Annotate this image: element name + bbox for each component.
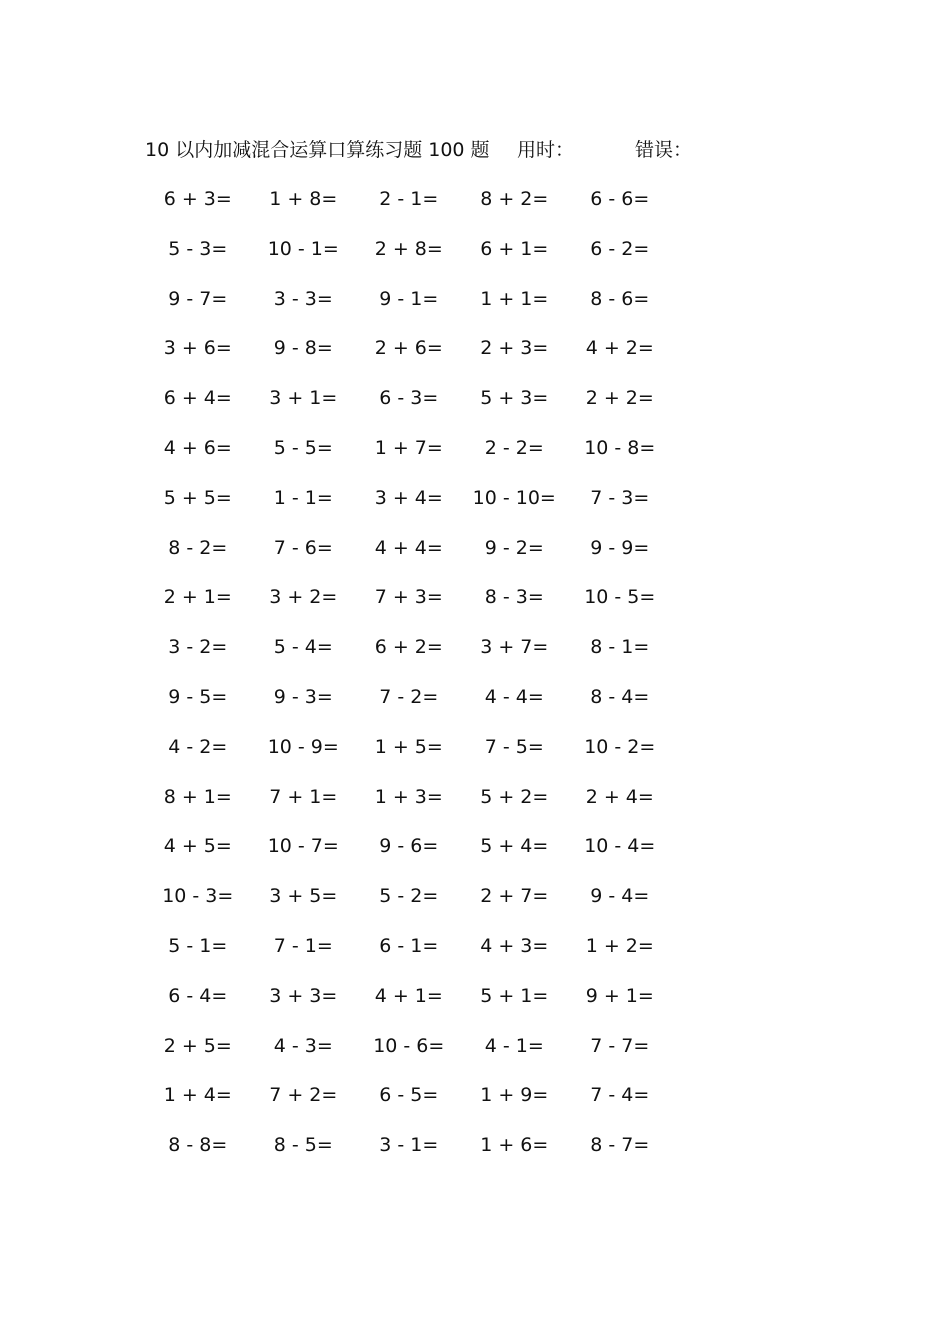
math-problem: 4 - 3= bbox=[273, 1034, 333, 1057]
math-problem: 1 + 6= bbox=[480, 1134, 549, 1157]
math-problem: 3 + 4= bbox=[374, 486, 443, 509]
math-problem: 2 + 3= bbox=[480, 337, 549, 360]
math-problem: 9 - 3= bbox=[273, 685, 333, 708]
math-problem: 2 + 6= bbox=[374, 337, 443, 360]
math-problem: 10 - 8= bbox=[584, 436, 656, 459]
math-problem: 1 + 1= bbox=[480, 287, 549, 310]
problem-row bbox=[145, 385, 673, 435]
math-problem: 5 + 2= bbox=[480, 785, 549, 808]
problem-row bbox=[145, 435, 673, 485]
math-problem: 7 - 6= bbox=[273, 536, 333, 559]
math-problem: 8 - 3= bbox=[484, 586, 544, 609]
problem-row bbox=[145, 1082, 673, 1132]
math-problem: 7 - 1= bbox=[273, 934, 333, 957]
math-problem: 7 - 2= bbox=[379, 685, 439, 708]
math-problem: 4 - 2= bbox=[168, 735, 228, 758]
math-problem: 5 - 4= bbox=[273, 636, 333, 659]
math-problem: 2 - 2= bbox=[484, 436, 544, 459]
math-problem: 9 - 4= bbox=[590, 885, 650, 908]
math-problem: 6 - 1= bbox=[379, 934, 439, 957]
math-problem: 10 - 1= bbox=[267, 237, 339, 260]
math-problem: 2 - 1= bbox=[379, 188, 439, 210]
problem-row bbox=[145, 584, 673, 634]
problem-row bbox=[145, 684, 673, 734]
math-problem: 5 + 1= bbox=[480, 984, 549, 1007]
math-problem: 4 + 5= bbox=[163, 835, 232, 858]
math-problem: 6 + 3= bbox=[163, 188, 232, 210]
problem-row bbox=[145, 634, 673, 684]
math-problem: 3 - 2= bbox=[168, 636, 228, 659]
math-problem: 9 - 5= bbox=[168, 685, 228, 708]
math-problem: 9 + 1= bbox=[585, 984, 654, 1007]
problem-row bbox=[145, 1132, 673, 1182]
math-problem: 10 - 7= bbox=[267, 835, 339, 858]
math-problem: 8 - 6= bbox=[590, 287, 650, 310]
math-problem: 5 + 5= bbox=[163, 486, 232, 509]
time-used-label: 用时： bbox=[517, 139, 575, 161]
worksheet-header bbox=[145, 137, 692, 163]
math-problem: 1 + 8= bbox=[269, 188, 338, 210]
math-problem: 10 - 3= bbox=[162, 885, 234, 908]
problem-row bbox=[145, 983, 673, 1033]
math-problem: 9 - 9= bbox=[590, 536, 650, 559]
math-problem: 3 - 3= bbox=[273, 287, 333, 310]
math-problem: 5 + 4= bbox=[480, 835, 549, 858]
error-count-label: 错误： bbox=[635, 139, 693, 161]
math-problem: 4 + 4= bbox=[374, 536, 443, 559]
math-problem: 4 + 1= bbox=[374, 984, 443, 1007]
math-problem: 5 - 2= bbox=[379, 885, 439, 908]
math-problem: 5 - 5= bbox=[273, 436, 333, 459]
math-problem: 5 + 3= bbox=[480, 387, 549, 410]
problem-row bbox=[145, 485, 673, 535]
math-problem: 6 + 4= bbox=[163, 387, 232, 410]
math-problem: 3 + 7= bbox=[480, 636, 549, 659]
math-problem: 7 - 5= bbox=[484, 735, 544, 758]
math-problem: 3 + 2= bbox=[269, 586, 338, 609]
math-problem: 10 - 4= bbox=[584, 835, 656, 858]
math-problem: 7 - 7= bbox=[590, 1034, 650, 1057]
math-problem: 9 - 1= bbox=[379, 287, 439, 310]
math-problem: 8 - 4= bbox=[590, 685, 650, 708]
problem-row bbox=[145, 186, 673, 236]
math-problem: 1 + 4= bbox=[163, 1084, 232, 1107]
math-problem: 6 + 1= bbox=[480, 237, 549, 260]
math-problem: 7 + 2= bbox=[269, 1084, 338, 1107]
math-problem: 7 + 3= bbox=[374, 586, 443, 609]
math-problem: 3 + 5= bbox=[269, 885, 338, 908]
problem-row bbox=[145, 833, 673, 883]
math-problem: 8 - 8= bbox=[168, 1134, 228, 1157]
math-problem: 2 + 5= bbox=[163, 1034, 232, 1057]
problem-row bbox=[145, 883, 673, 933]
worksheet-title: 10 以内加减混合运算口算练习题 100 题 bbox=[145, 139, 490, 161]
problem-row bbox=[145, 335, 673, 385]
math-problem: 8 + 1= bbox=[163, 785, 232, 808]
math-problem: 4 + 3= bbox=[480, 934, 549, 957]
math-problem: 2 + 7= bbox=[480, 885, 549, 908]
math-problem: 2 + 1= bbox=[163, 586, 232, 609]
math-problem: 1 - 1= bbox=[273, 486, 333, 509]
math-problem: 3 + 3= bbox=[269, 984, 338, 1007]
math-problem: 5 - 3= bbox=[168, 237, 228, 260]
math-problem: 8 - 5= bbox=[273, 1134, 333, 1157]
problem-row bbox=[145, 236, 673, 286]
problem-row bbox=[145, 784, 673, 834]
math-problem: 5 - 1= bbox=[168, 934, 228, 957]
math-problem: 8 - 7= bbox=[590, 1134, 650, 1157]
math-problem: 7 - 3= bbox=[590, 486, 650, 509]
math-problem: 10 - 5= bbox=[584, 586, 656, 609]
math-problem: 10 - 10= bbox=[472, 486, 556, 509]
problem-row bbox=[145, 286, 673, 336]
math-problem: 6 - 6= bbox=[590, 188, 650, 210]
math-problem: 7 + 1= bbox=[269, 785, 338, 808]
math-problem: 10 - 9= bbox=[267, 735, 339, 758]
math-problem: 6 + 2= bbox=[374, 636, 443, 659]
math-problem: 9 - 7= bbox=[168, 287, 228, 310]
math-problem: 8 - 2= bbox=[168, 536, 228, 559]
math-problem: 1 + 3= bbox=[374, 785, 443, 808]
math-problem: 2 + 4= bbox=[585, 785, 654, 808]
math-problem: 6 - 4= bbox=[168, 984, 228, 1007]
math-problem: 6 - 2= bbox=[590, 237, 650, 260]
problem-row bbox=[145, 734, 673, 784]
math-problem: 2 + 2= bbox=[585, 387, 654, 410]
problem-grid bbox=[145, 186, 673, 1182]
math-problem: 1 + 7= bbox=[374, 436, 443, 459]
math-problem: 6 - 5= bbox=[379, 1084, 439, 1107]
math-problem: 3 + 1= bbox=[269, 387, 338, 410]
math-problem: 4 - 1= bbox=[484, 1034, 544, 1057]
math-problem: 4 + 6= bbox=[163, 436, 232, 459]
math-problem: 8 - 1= bbox=[590, 636, 650, 659]
math-problem: 1 + 5= bbox=[374, 735, 443, 758]
problem-row bbox=[145, 933, 673, 983]
math-problem: 6 - 3= bbox=[379, 387, 439, 410]
math-problem: 10 - 6= bbox=[373, 1034, 445, 1057]
math-problem: 4 - 4= bbox=[484, 685, 544, 708]
math-problem: 8 + 2= bbox=[480, 188, 549, 210]
math-problem: 3 + 6= bbox=[163, 337, 232, 360]
math-problem: 7 - 4= bbox=[590, 1084, 650, 1107]
math-problem: 10 - 2= bbox=[584, 735, 656, 758]
math-problem: 9 - 2= bbox=[484, 536, 544, 559]
problem-row bbox=[145, 1033, 673, 1083]
math-problem: 1 + 9= bbox=[480, 1084, 549, 1107]
math-problem: 9 - 6= bbox=[379, 835, 439, 858]
math-problem: 3 - 1= bbox=[379, 1134, 439, 1157]
math-problem: 1 + 2= bbox=[585, 934, 654, 957]
problem-row bbox=[145, 535, 673, 585]
math-problem: 4 + 2= bbox=[585, 337, 654, 360]
math-problem: 2 + 8= bbox=[374, 237, 443, 260]
math-problem: 9 - 8= bbox=[273, 337, 333, 360]
